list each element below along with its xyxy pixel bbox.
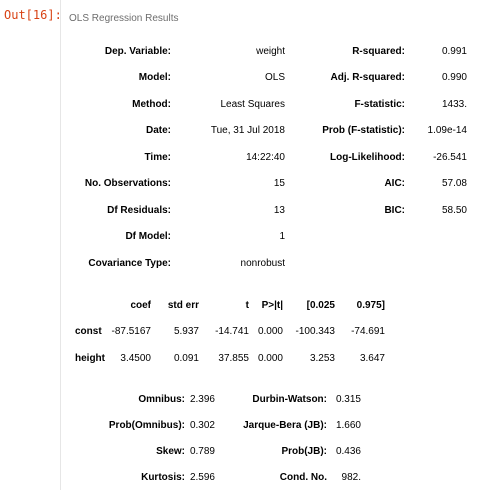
coef-value: -14.741 xyxy=(215,326,249,337)
output-prompt: Out[16]: xyxy=(4,8,62,22)
summary-value: nonrobust xyxy=(240,257,285,269)
coef-row xyxy=(75,318,385,345)
coef-value: 3.4500 xyxy=(120,353,151,364)
summary-label: Prob (F-statistic): xyxy=(322,125,405,137)
summary-row xyxy=(75,197,467,224)
summary-row xyxy=(75,118,467,145)
diagnostics-row xyxy=(75,438,361,464)
summary-value: 1433. xyxy=(441,98,467,110)
summary-value xyxy=(405,250,467,277)
coef-header: [0.025 xyxy=(306,299,335,311)
summary-label: AIC: xyxy=(384,178,405,190)
diagnostics-value: 0.302 xyxy=(189,419,215,431)
diagnostics-table xyxy=(75,386,361,490)
summary-row xyxy=(75,250,467,277)
summary-label xyxy=(285,250,405,277)
summary-row xyxy=(75,224,467,251)
coef-term: height xyxy=(75,353,105,364)
coef-value: 0.091 xyxy=(173,353,199,364)
diagnostics-label: Durbin-Watson: xyxy=(252,393,327,405)
summary-label: BIC: xyxy=(384,204,405,216)
summary-value: OLS xyxy=(264,72,285,84)
summary-row xyxy=(75,91,467,118)
summary-table xyxy=(75,38,467,277)
summary-label: Df Residuals: xyxy=(107,204,171,216)
summary-value: weight xyxy=(256,45,285,57)
summary-value: Tue, 31 Jul 2018 xyxy=(210,125,285,137)
summary-label: Df Model: xyxy=(125,231,171,243)
output-cell xyxy=(60,0,484,490)
summary-row xyxy=(75,144,467,171)
diagnostics-value: 1.660 xyxy=(335,419,361,431)
coef-header: coef xyxy=(130,299,151,311)
diagnostics-label: Prob(Omnibus): xyxy=(108,419,185,431)
summary-row xyxy=(75,65,467,92)
summary-row xyxy=(75,38,467,65)
summary-label: R-squared: xyxy=(352,45,405,57)
diagnostics-label: Cond. No. xyxy=(279,471,327,483)
coef-value: 37.855 xyxy=(218,353,249,364)
summary-label: Dep. Variable: xyxy=(104,45,171,57)
coef-header: std err xyxy=(167,299,199,311)
diagnostics-value: 0.436 xyxy=(335,445,361,457)
summary-value xyxy=(405,224,467,251)
diagnostics-row xyxy=(75,386,361,412)
summary-label: F-statistic: xyxy=(354,98,405,110)
summary-value: 15 xyxy=(273,178,285,190)
coef-header: 0.975] xyxy=(356,299,385,311)
summary-row xyxy=(75,171,467,198)
summary-value: 0.991 xyxy=(441,45,467,57)
coef-value: -100.343 xyxy=(295,326,335,337)
diagnostics-value: 0.789 xyxy=(189,445,215,457)
diagnostics-value: 982. xyxy=(341,471,361,483)
coef-table xyxy=(75,292,385,372)
diagnostics-value: 0.315 xyxy=(335,393,361,405)
diagnostics-row xyxy=(75,412,361,438)
summary-label: Date: xyxy=(145,125,171,137)
table-caption: OLS Regression Results xyxy=(69,13,179,24)
coef-header: t xyxy=(245,299,249,311)
coef-header xyxy=(75,292,109,318)
summary-value: 0.990 xyxy=(441,72,467,84)
summary-label: Model: xyxy=(138,72,171,84)
coef-value: -74.691 xyxy=(351,326,385,337)
diagnostics-row xyxy=(75,464,361,490)
diagnostics-label: Skew: xyxy=(156,445,185,457)
coef-value: 0.000 xyxy=(257,326,283,337)
coef-value: -87.5167 xyxy=(111,326,151,337)
diagnostics-label: Kurtosis: xyxy=(141,471,185,483)
diagnostics-label: Jarque-Bera (JB): xyxy=(243,419,327,431)
coef-term: const xyxy=(75,326,102,337)
summary-label: Log-Likelihood: xyxy=(330,151,405,163)
summary-value: 13 xyxy=(273,204,285,216)
coef-value: 0.000 xyxy=(257,353,283,364)
summary-label: Time: xyxy=(144,151,171,163)
diagnostics-label: Prob(JB): xyxy=(281,445,327,457)
summary-label: Method: xyxy=(132,98,171,110)
diagnostics-value: 2.396 xyxy=(189,393,215,405)
coef-value: 5.937 xyxy=(173,326,199,337)
diagnostics-label: Omnibus: xyxy=(138,393,185,405)
coef-header-row xyxy=(75,292,385,318)
summary-label: No. Observations: xyxy=(84,178,171,190)
coef-header: P>|t| xyxy=(261,299,283,311)
summary-label: Covariance Type: xyxy=(88,257,171,269)
coef-value: 3.253 xyxy=(309,353,335,364)
summary-value: 1 xyxy=(279,231,285,243)
summary-label xyxy=(285,224,405,251)
summary-value: 58.50 xyxy=(441,204,467,216)
summary-value: 57.08 xyxy=(441,178,467,190)
summary-value: 1.09e-14 xyxy=(427,125,467,137)
coef-value: 3.647 xyxy=(359,353,385,364)
diagnostics-value: 2.596 xyxy=(189,471,215,483)
summary-value: -26.541 xyxy=(433,151,467,163)
coef-row xyxy=(75,345,385,372)
summary-label: Adj. R-squared: xyxy=(330,72,405,84)
summary-value: 14:22:40 xyxy=(246,151,285,163)
summary-value: Least Squares xyxy=(220,98,285,110)
